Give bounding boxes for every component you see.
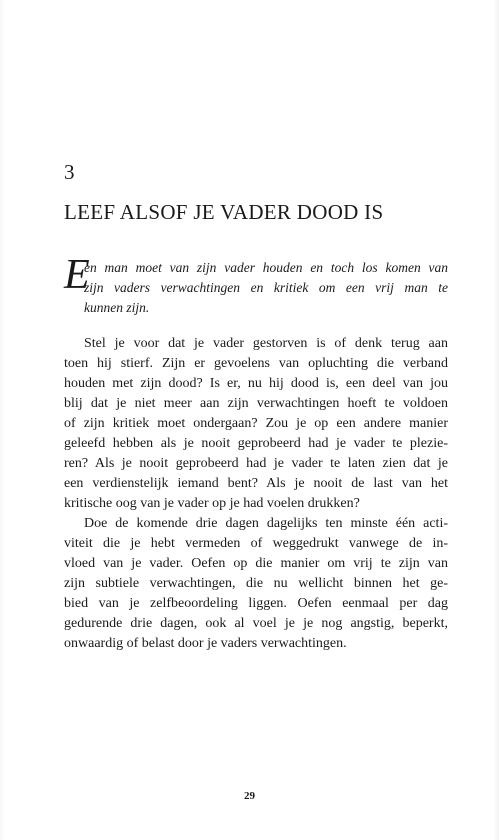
text-line: geleefd hebben als je nooit geprobeerd had je vader te plezie- [64, 436, 448, 451]
epigraph-line: en man moet van zijn vader houden en toch los komen van [84, 260, 448, 275]
text-line: zijn subtiele verwachtingen, die nu wellicht binnen het ge- [64, 576, 448, 591]
text-line: viteit die je hebt vermeden of weggedrukt vanwege de in- [64, 536, 448, 551]
text-line: kritische oog van je vader op je had voelen drukken? [64, 496, 360, 511]
epigraph-line: kunnen zijn. [84, 300, 150, 315]
text-line: of zijn kritiek moet ondergaan? Zou je op een andere manier [64, 416, 448, 431]
chapter-number: 3 [64, 160, 75, 184]
epigraph-line: zijn vaders verwachtingen en kritiek om een vrij man te [84, 280, 448, 295]
text-line: een verdienstelijk iemand bent? Als je nooit de last van het [64, 476, 448, 491]
text-line: toen hij stierf. Zijn er gevoelens van opluchting die verband [64, 356, 448, 371]
text-line: ren? Als je nooit geprobeerd had je vader te laten zien dat je [64, 456, 448, 471]
text-line: vloed van je vader. Oefen op die manier om vrij te zijn van [64, 556, 448, 571]
drop-cap: E [64, 252, 90, 298]
text-line: Doe de komende drie dagen dagelijks ten minste één acti- [84, 516, 448, 531]
text-line: onwaardig of belast door je vaders verwachtingen. [64, 636, 347, 651]
text-line: Stel je voor dat je vader gestorven is of denk terug aan [84, 336, 448, 351]
text-line: gedurende drie dagen, ook al voel je je nog angstig, beperkt, [64, 616, 448, 631]
text-line: bied van je zelfbeoordeling liggen. Oefen eenmaal per dag [64, 596, 448, 611]
text-line: blij dat je niet meer aan zijn verwachtingen hoeft te voldoen [64, 396, 448, 411]
page-number: 29 [244, 790, 255, 802]
chapter-title: LEEF ALSOF JE VADER DOOD IS [64, 200, 384, 224]
text-line: houden met zijn dood? Is er, nu hij dood is, een deel van jou [64, 376, 448, 391]
